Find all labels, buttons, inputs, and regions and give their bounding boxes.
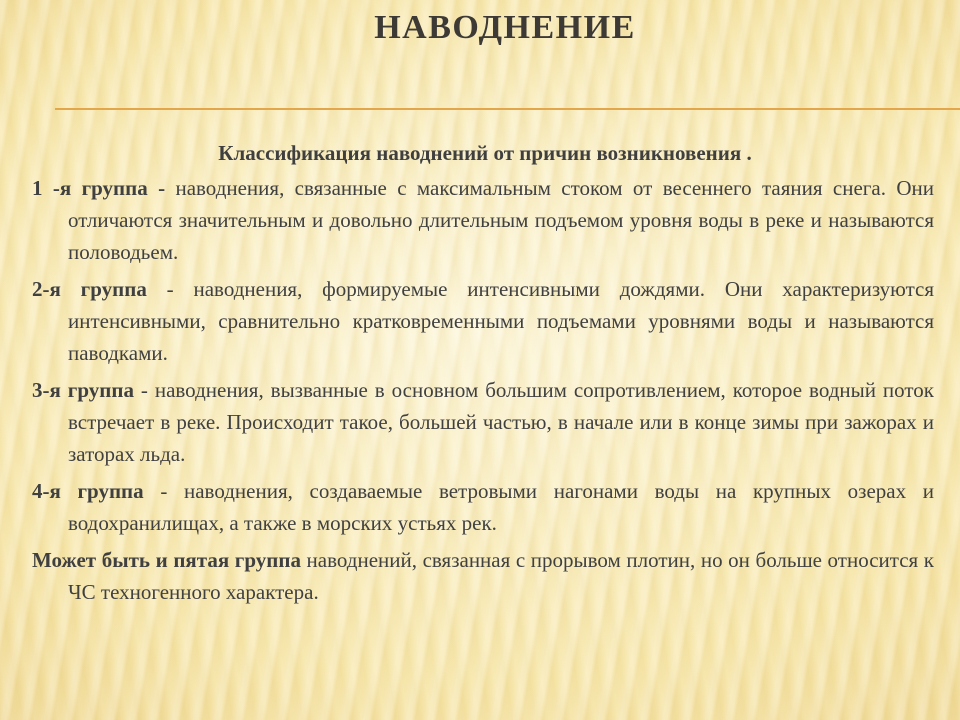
title-divider: [55, 108, 960, 110]
group-3-paragraph: [32, 374, 934, 470]
group-3-lead: 3-я группа: [32, 378, 134, 402]
group-3-text: - наводнения, вызванные в основном большим сопротивлением, которое водный поток встречает в реке. Происходит такое, большей частью, в начале или в конце зимы при зажорах и заторах льда.: [68, 378, 934, 466]
group-2-paragraph: [32, 273, 934, 369]
group-1-text: наводнения, связанные с максимальным стоком от весеннего таяния снега. Они отличаются значительным и довольно длительным подъемом уровня воды в реке и называются половодьем.: [68, 176, 934, 264]
classification-list: [32, 172, 934, 613]
group-1-lead: 1 -я группа -: [32, 176, 166, 200]
group-4-paragraph: [32, 475, 934, 539]
slide-title: НАВОДНЕНИЕ: [374, 9, 636, 46]
group-1-paragraph: [32, 172, 934, 268]
slide-subtitle: Классификация наводнений от причин возникновения .: [218, 141, 752, 165]
group-2-text: - наводнения, формируемые интенсивными дождями. Они характеризуются интенсивными, сравнительно кратковременными подъемами уровнями воды и называются паводками.: [68, 277, 934, 365]
group-2-lead: 2-я группа: [32, 277, 147, 301]
group-5-lead: Может быть и пятая группа: [32, 548, 301, 572]
group-4-lead: 4-я группа: [32, 479, 144, 503]
group-5-paragraph: [32, 544, 934, 608]
group-4-text: - наводнения, создаваемые ветровыми нагонами воды на крупных озерах и водохранилищах, а также в морских устьях рек.: [68, 479, 934, 535]
group-5-text: наводнений, связанная с прорывом плотин, но он больше относится к ЧС техногенного характера.: [68, 548, 934, 604]
